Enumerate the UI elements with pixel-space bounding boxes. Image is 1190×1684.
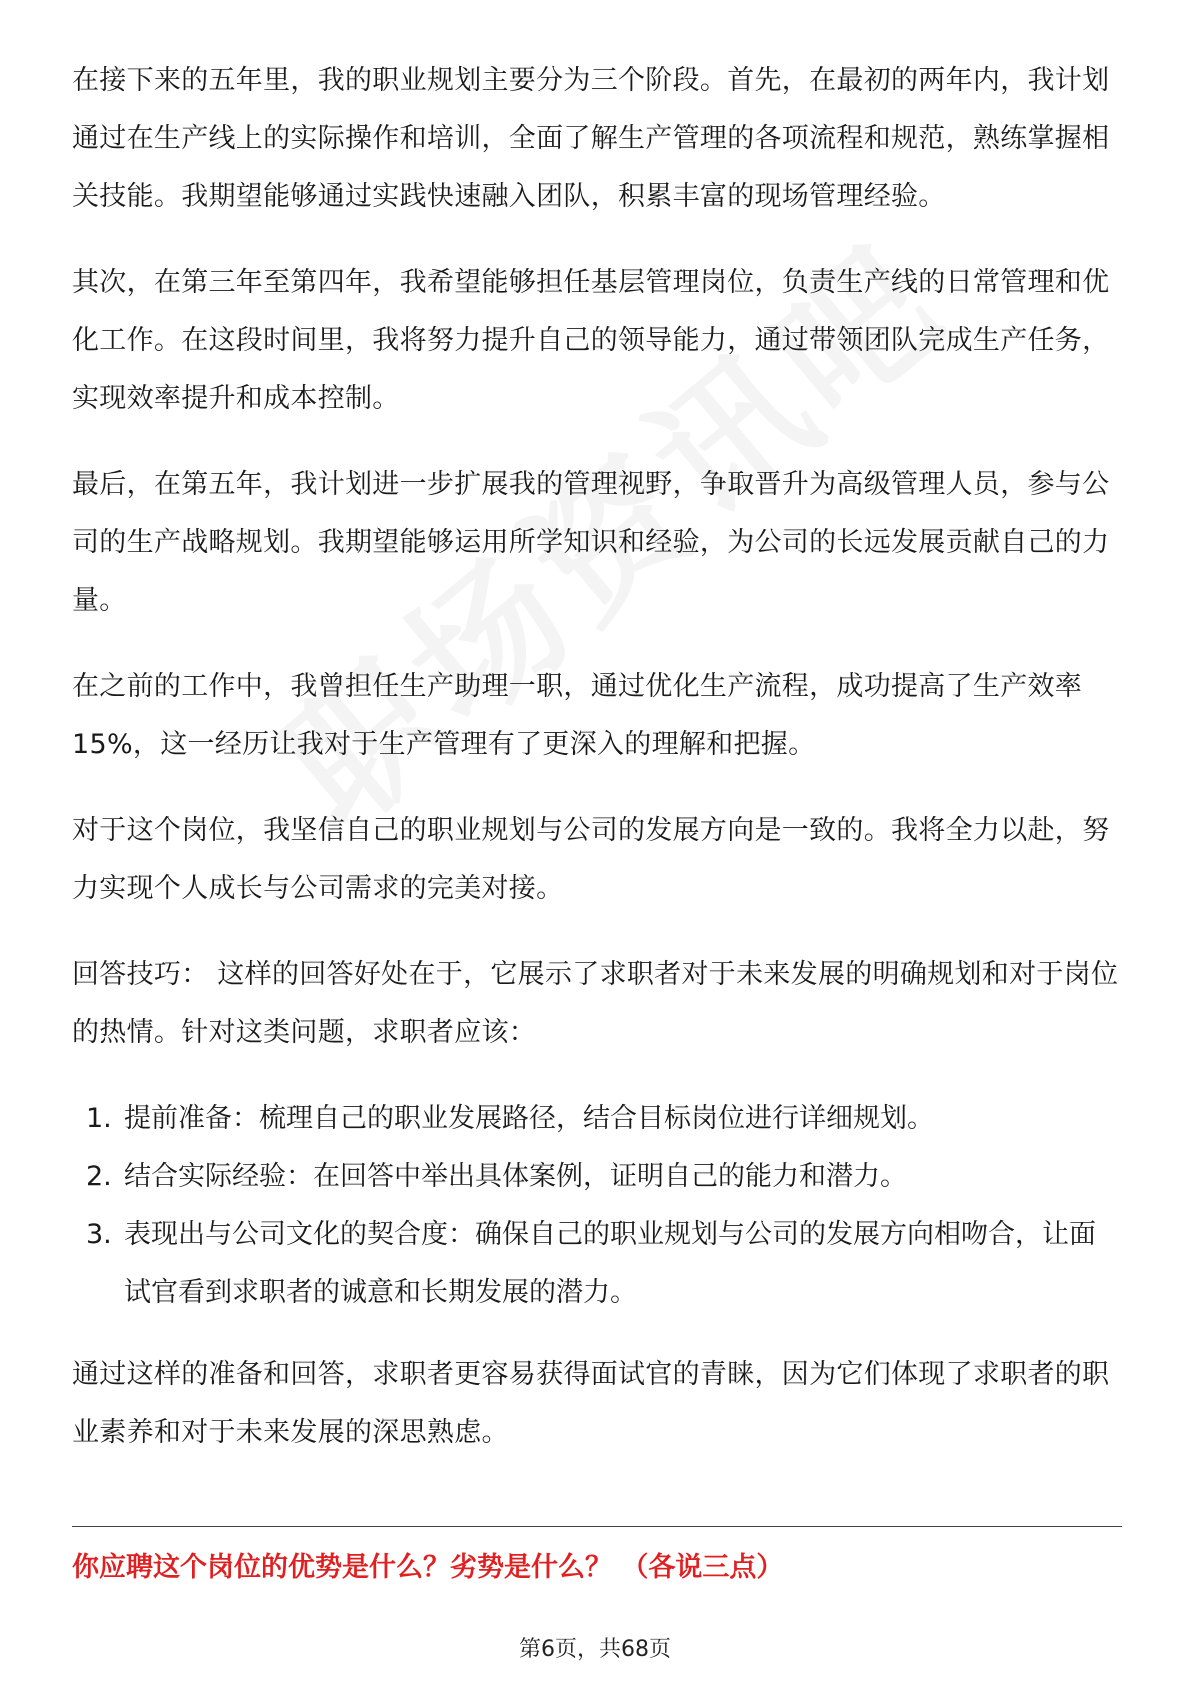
list-item-number: 1. (86, 1103, 112, 1134)
paragraph-closing: 通过这样的准备和回答，求职者更容易获得面试官的青睐，因为它们体现了求职者的职业素养和对于未来发展的深思熟虑。 (72, 1359, 1110, 1448)
tips-list (72, 1090, 1122, 1322)
paragraph-answer-tips: 回答技巧： 这样的回答好处在于，它展示了求职者对于未来发展的明确规划和对于岗位的热情。针对这类问题，求职者应该： (72, 959, 1119, 1048)
paragraph-plan-intro: 在接下来的五年里，我的职业规划主要分为三个阶段。首先，在最初的两年内，我计划通过在生产线上的实际操作和培训，全面了解生产管理的各项流程和规范，熟练掌握相关技能。我期望能够通过实践快速融入团队，积累丰富的现场管理经验。 (72, 65, 1110, 212)
list-item (72, 1148, 1122, 1206)
list-item-text: 提前准备：梳理自己的职业发展路径，结合目标岗位进行详细规划。 (124, 1103, 934, 1134)
paragraph-plan-middle: 其次，在第三年至第四年，我希望能够担任基层管理岗位，负责生产线的日常管理和优化工作。在这段时间里，我将努力提升自己的领导能力，通过带领团队完成生产任务，实现效率提升和成本控制。 (72, 267, 1110, 414)
section-divider (72, 1526, 1122, 1527)
paragraph-commitment: 对于这个岗位，我坚信自己的职业规划与公司的发展方向是一致的。我将全力以赴，努力实现个人成长与公司需求的完美对接。 (72, 815, 1110, 904)
page-number: 第6页，共68页 (519, 1637, 671, 1662)
list-item-number: 3. (86, 1219, 112, 1250)
list-item (72, 1206, 1122, 1322)
list-item-text: 表现出与公司文化的契合度：确保自己的职业规划与公司的发展方向相吻合，让面试官看到求职者的诚意和长期发展的潜力。 (124, 1219, 1096, 1308)
list-item-text: 结合实际经验：在回答中举出具体案例，证明自己的能力和潜力。 (124, 1161, 907, 1192)
list-item (72, 1090, 1122, 1148)
next-question-heading: 你应聘这个岗位的优势是什么？劣势是什么？ （各说三点） (72, 1552, 784, 1583)
paragraph-experience: 在之前的工作中，我曾担任生产助理一职，通过优化生产流程，成功提高了生产效率15%，这一经历让我对于生产管理有了更深入的理解和把握。 (72, 671, 1083, 760)
document-body (72, 52, 1122, 1490)
list-item-number: 2. (86, 1161, 112, 1192)
paragraph-plan-final: 最后，在第五年，我计划进一步扩展我的管理视野，争取晋升为高级管理人员，参与公司的生产战略规划。我期望能够运用所学知识和经验，为公司的长远发展贡献自己的力量。 (72, 469, 1110, 616)
